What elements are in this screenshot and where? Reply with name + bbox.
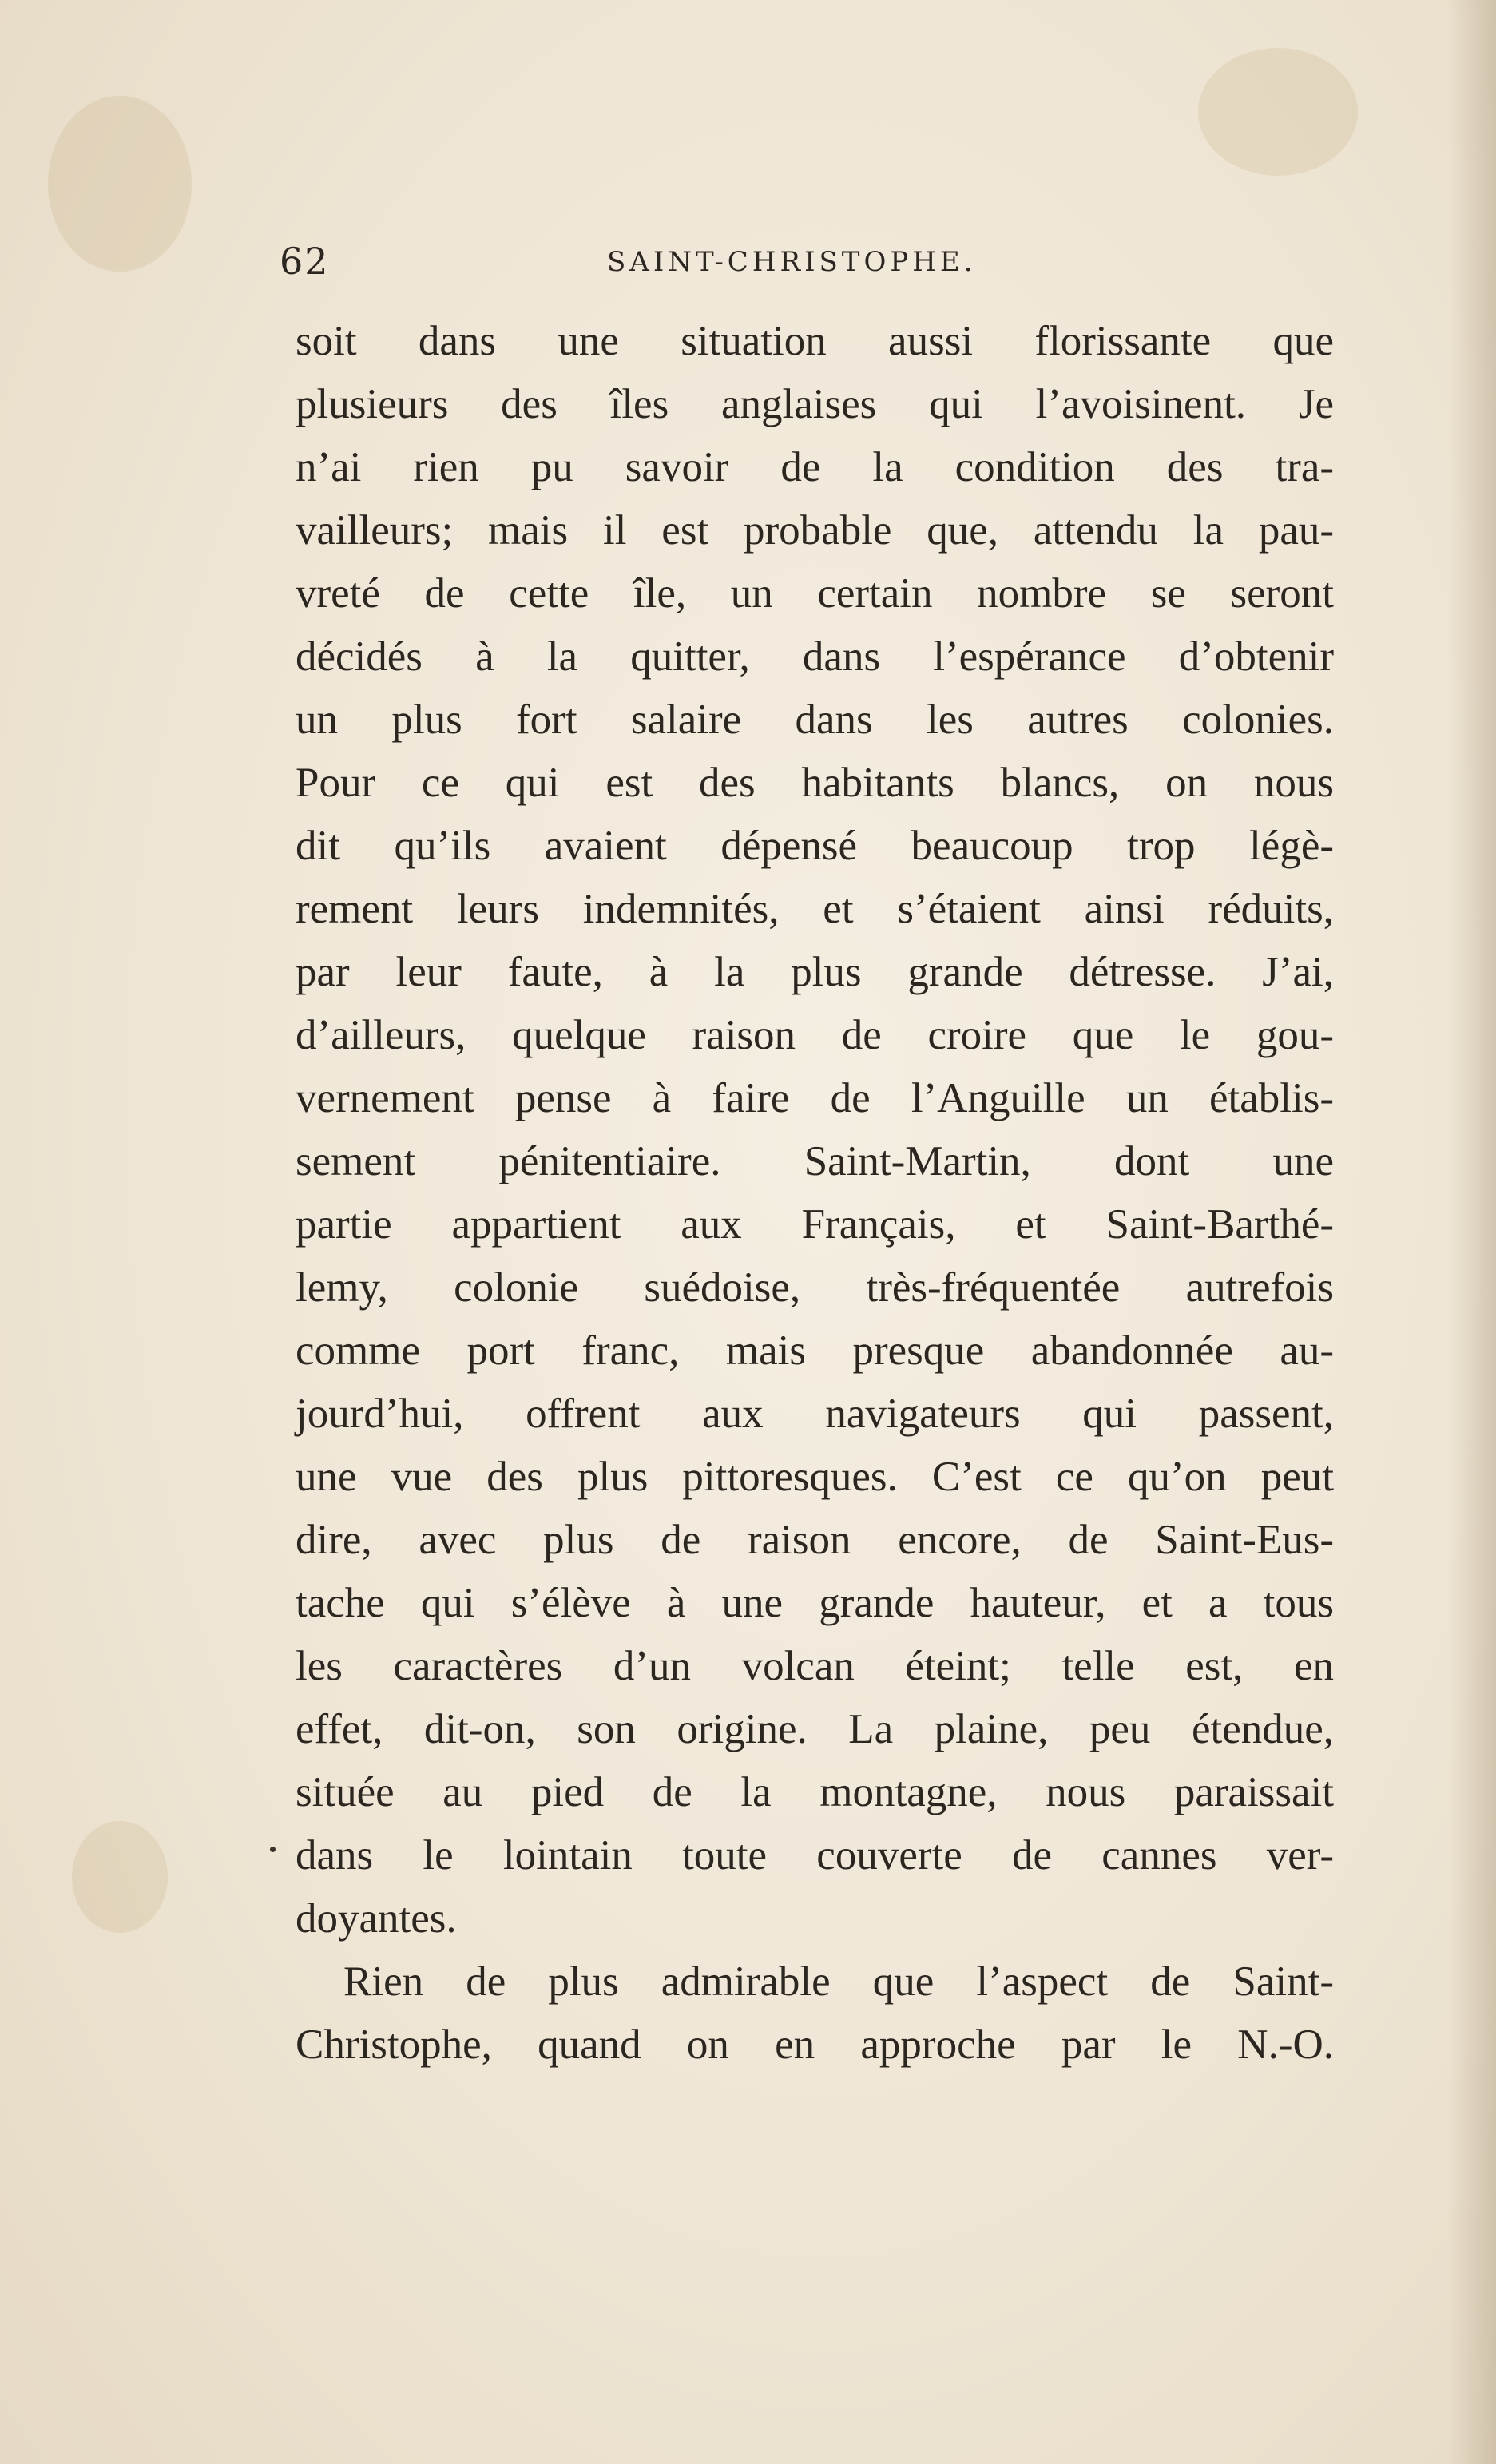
- foxing-stain: [48, 96, 192, 272]
- text-line: vernement pense à faire de l’Anguille un établis-: [296, 1075, 1334, 1121]
- text-line: plusieurs des îles anglaises qui l’avoisinent. Je: [296, 381, 1334, 427]
- text-line: décidés à la quitter, dans l’espérance d’obtenir: [296, 633, 1334, 680]
- paragraph-2: [296, 1950, 1334, 2077]
- text-line: par leur faute, à la plus grande détresse. J’ai,: [296, 949, 1334, 995]
- text-line: un plus fort salaire dans les autres colonies.: [296, 696, 1334, 743]
- text-line: dire, avec plus de raison encore, de Saint-Eus-: [296, 1517, 1334, 1563]
- text-line: soit dans une situation aussi florissante que: [296, 318, 1334, 364]
- text-line: tache qui s’élève à une grande hauteur, et a tous: [296, 1580, 1334, 1626]
- text-line: rement leurs indemnités, et s’étaient ainsi réduits,: [296, 886, 1334, 932]
- text-line: sement pénitentiaire. Saint-Martin, dont une: [296, 1138, 1334, 1184]
- text-line: vreté de cette île, un certain nombre se seront: [296, 570, 1334, 617]
- text-line: partie appartient aux Français, et Saint-Barthé-: [296, 1201, 1334, 1248]
- paragraph-1: [296, 310, 1334, 1950]
- text-line: dit qu’ils avaient dépensé beaucoup trop légè-: [296, 823, 1334, 869]
- text-line: doyantes.: [296, 1895, 457, 1942]
- running-head: SAINT-CHRISTOPHE.: [607, 246, 977, 278]
- margin-mark: [270, 1847, 276, 1852]
- text-line: lemy, colonie suédoise, très-fréquentée autrefois: [296, 1264, 1334, 1311]
- text-line: Pour ce qui est des habitants blancs, on nous: [296, 760, 1334, 806]
- text-line: dans le lointain toute couverte de cannes ver-: [296, 1832, 1334, 1879]
- text-line: n’ai rien pu savoir de la condition des tra-: [296, 444, 1334, 490]
- text-line: jourd’hui, offrent aux navigateurs qui passent,: [296, 1391, 1334, 1437]
- page-edge-shadow: [1448, 0, 1496, 2464]
- page-number: 62: [280, 240, 330, 283]
- text-line: vailleurs; mais il est probable que, attendu la pau-: [296, 507, 1334, 554]
- foxing-stain: [72, 1821, 168, 1933]
- text-line: effet, dit-on, son origine. La plaine, peu étendue,: [296, 1706, 1334, 1752]
- text-line: située au pied de la montagne, nous paraissait: [296, 1769, 1334, 1815]
- body-text: [296, 310, 1334, 2077]
- text-line: Rien de plus admirable que l’aspect de Saint-: [343, 1958, 1334, 2005]
- text-line: comme port franc, mais presque abandonnée au-: [296, 1327, 1334, 1374]
- foxing-stain: [1198, 48, 1358, 176]
- text-line: les caractères d’un volcan éteint; telle est, en: [296, 1643, 1334, 1689]
- text-line: une vue des plus pittoresques. C’est ce qu’on peut: [296, 1454, 1334, 1500]
- page-header: [280, 240, 1334, 304]
- text-line: Christophe, quand on en approche par le N.-O.: [296, 2022, 1334, 2068]
- text-line: d’ailleurs, quelque raison de croire que le gou-: [296, 1012, 1334, 1058]
